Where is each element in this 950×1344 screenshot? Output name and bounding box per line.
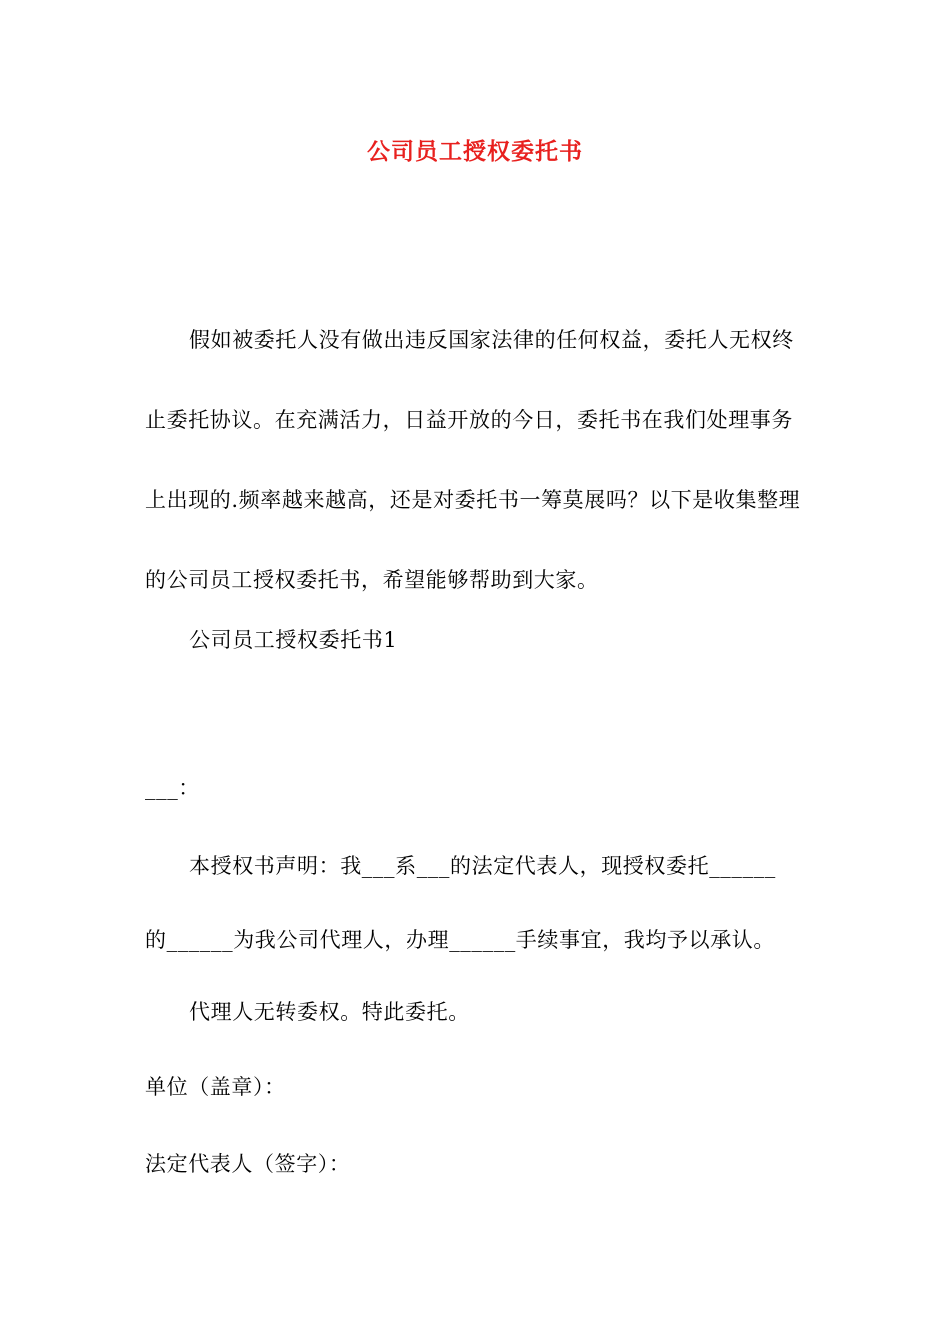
intro-paragraph: 假如被委托人没有做出违反国家法律的任何权益，委托人无权终止委托协议。在充满活力，日益开放的今日，委托书在我们处理事务上出现的.频率越来越高，还是对委托书一筹莫展吗？以下是收集整理的公司员工授权委托书，希望能够帮助到大家。 xyxy=(145,328,801,592)
declaration-line-2: 的______为我公司代理人，办理______手续事宜，我均予以承认。 xyxy=(145,928,775,952)
no-subdelegation-line: 代理人无转委权。特此委托。 xyxy=(189,1000,470,1024)
salutation-line: ___： xyxy=(145,776,200,800)
unit-seal-line: 单位（盖章）： xyxy=(145,1075,286,1099)
legal-representative-signature-line: 法定代表人（签字）： xyxy=(145,1152,351,1176)
declaration-line-1: 本授权书声明：我___系___的法定代表人，现授权委托______ xyxy=(189,854,776,878)
document-title: 公司员工授权委托书 xyxy=(367,138,583,165)
section-heading: 公司员工授权委托书1 xyxy=(189,628,398,652)
